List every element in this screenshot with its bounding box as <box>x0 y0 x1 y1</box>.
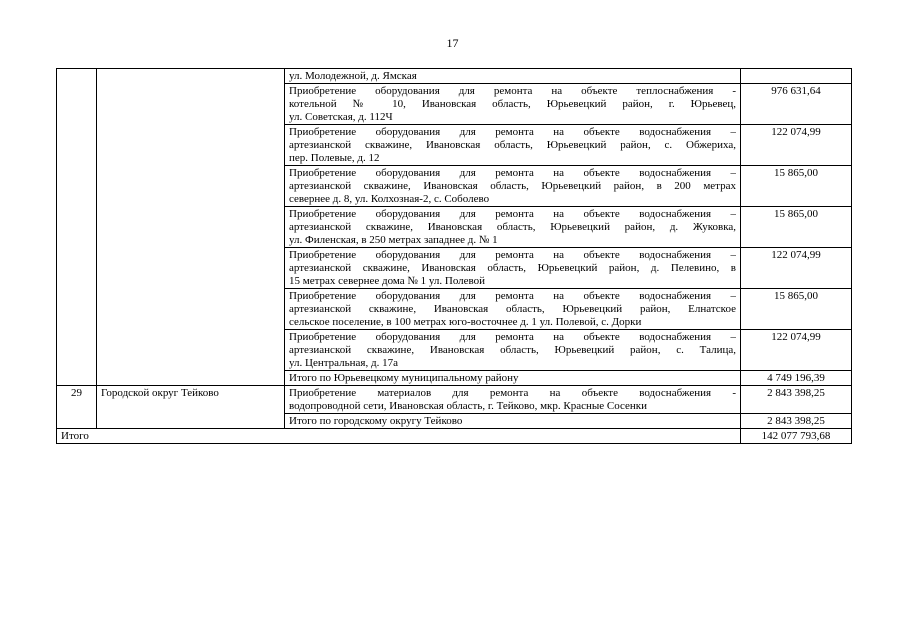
amount-cell: 122 074,99 <box>741 248 852 289</box>
description-line: Приобретение оборудования для ремонта на объекте водоснабжения – <box>289 331 736 343</box>
description-line: ул. Филенская, в 250 метрах западнее д. № 1 <box>289 234 498 246</box>
description-line: артезианской скважине, Ивановская область, Юрьевецкий район, с. Обжериха, <box>289 139 736 151</box>
row-number: 29 <box>57 386 97 429</box>
amount-cell: 976 631,64 <box>741 84 852 125</box>
description-line: Приобретение оборудования для ремонта на объекте теплоснабжения - <box>289 85 736 97</box>
description-line: Приобретение оборудования для ремонта на объекте водоснабжения – <box>289 126 736 138</box>
description-line: Итого по городскому округу Тейково <box>289 415 463 427</box>
row-number-cell <box>57 69 97 386</box>
description-cell <box>285 248 741 289</box>
description-line: сельское поселение, в 100 метрах юго-восточнее д. 1 ул. Полевой, с. Дорки <box>289 316 642 328</box>
amount-cell <box>741 69 852 84</box>
grand-total-label: Итого <box>57 429 741 444</box>
description-line: артезианской скважине, Ивановская область, Юрьевецкий район, в 200 метрах <box>289 180 736 192</box>
description-line: ул. Советская, д. 112Ч <box>289 111 393 123</box>
amount-cell: 122 074,99 <box>741 330 852 371</box>
amount-cell: 2 843 398,25 <box>741 386 852 414</box>
description-line: ул. Центральная, д. 17а <box>289 357 398 369</box>
amount-cell: 15 865,00 <box>741 166 852 207</box>
description-cell <box>285 125 741 166</box>
description-cell <box>285 386 741 414</box>
subtotal-amount: 2 843 398,25 <box>741 414 852 429</box>
description-line: артезианской скважине, Ивановская область, Юрьевецкий район, д. Пелевино, в <box>289 262 736 274</box>
grand-total-row <box>57 429 852 444</box>
description-cell <box>285 207 741 248</box>
municipality-cell <box>97 69 285 386</box>
description-line: севернее д. 8, ул. Колхозная-2, с. Соболево <box>289 193 490 205</box>
table-row-teykovo <box>57 386 852 414</box>
description-cell <box>285 84 741 125</box>
grand-total-amount: 142 077 793,68 <box>741 429 852 444</box>
description-line: Приобретение оборудования для ремонта на объекте водоснабжения – <box>289 167 736 179</box>
subtotal-label <box>285 371 741 386</box>
subtotal-label <box>285 414 741 429</box>
description-cell <box>285 166 741 207</box>
description-line: 15 метрах севернее дома № 1 ул. Полевой <box>289 275 486 287</box>
amount-cell: 122 074,99 <box>741 125 852 166</box>
description-cell <box>285 289 741 330</box>
description-line: Приобретение оборудования для ремонта на объекте водоснабжения – <box>289 290 736 302</box>
description-cell <box>285 69 741 84</box>
municipality-name: Городской округ Тейково <box>97 386 285 429</box>
description-line: пер. Полевые, д. 12 <box>289 152 380 164</box>
amount-cell: 15 865,00 <box>741 207 852 248</box>
subtotal-amount: 4 749 196,39 <box>741 371 852 386</box>
subsidy-table <box>56 68 852 444</box>
description-line: артезианской скважине, Ивановская область, Юрьевецкий район, д. Жуковка, <box>289 221 736 233</box>
description-line: Приобретение оборудования для ремонта на объекте водоснабжения – <box>289 208 736 220</box>
table-row-continuation <box>57 69 852 84</box>
description-line: котельной № 10, Ивановская область, Юрьевецкий район, г. Юрьевец, <box>289 98 736 110</box>
page-number: 17 <box>446 36 459 50</box>
description-line: Итого по Юрьевецкому муниципальному району <box>289 372 519 384</box>
description-line: ул. Молодежной, д. Ямская <box>289 70 417 82</box>
description-line: Приобретение оборудования для ремонта на объекте водоснабжения – <box>289 249 736 261</box>
description-line: водопроводной сети, Ивановская область, г. Тейково, мкр. Красные Сосенки <box>289 400 648 412</box>
description-cell <box>285 330 741 371</box>
description-line: артезианской скважине, Ивановская область, Юрьевецкий район, Елнатское <box>289 303 736 315</box>
table-body <box>57 69 852 444</box>
description-line: артезианской скважине, Ивановская область, Юрьевецкий район, с. Талица, <box>289 344 736 356</box>
amount-cell: 15 865,00 <box>741 289 852 330</box>
description-line: Приобретение материалов для ремонта на объекте водоснабжения - <box>289 387 736 399</box>
